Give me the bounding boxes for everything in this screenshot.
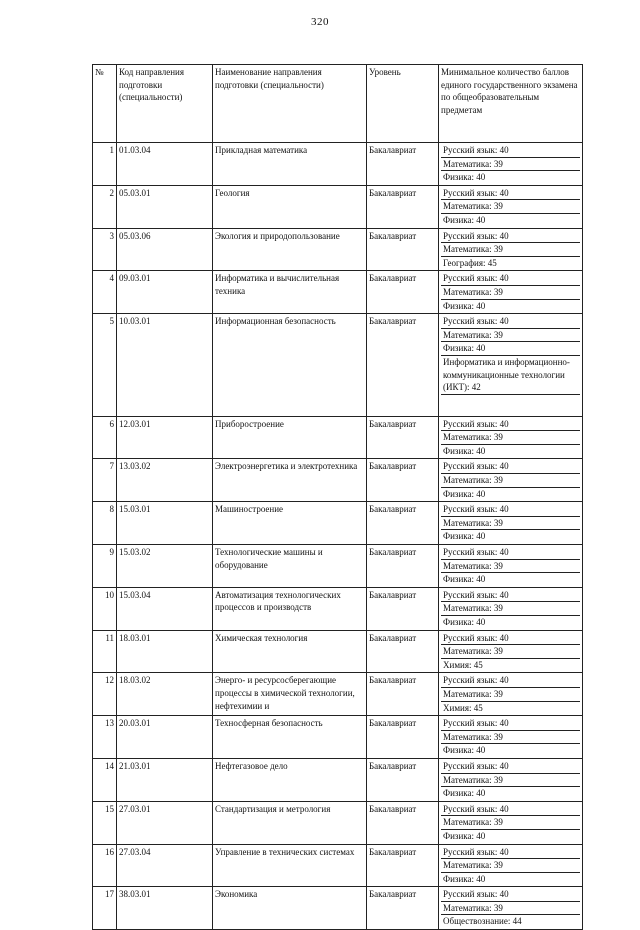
row-name: Стандартизация и метрология	[213, 801, 367, 844]
row-name: Химическая технология	[213, 630, 367, 673]
row-scores	[439, 630, 583, 673]
score-item: Математика: 39	[441, 474, 580, 488]
row-scores	[439, 844, 583, 887]
score-item: Русский язык: 40	[441, 546, 580, 560]
table-row	[93, 271, 583, 314]
score-item: География: 45	[443, 257, 497, 268]
row-name: Техносферная безопасность	[213, 716, 367, 759]
row-name: Энерго- и ресурсосберегающие процессы в химической технологии, нефтехимии и	[213, 673, 367, 716]
row-name: Машиностроение	[213, 502, 367, 545]
score-item: Русский язык: 40	[441, 674, 580, 688]
score-item: Математика: 39	[441, 243, 580, 257]
score-item: Русский язык: 40	[441, 888, 580, 902]
score-item: Математика: 39	[441, 859, 580, 873]
table-row	[93, 844, 583, 887]
row-code: 09.03.01	[117, 271, 213, 314]
header-scores: Минимальное количество баллов единого государственного экзамена по общеобразовательным предметам	[439, 65, 583, 143]
score-item: Физика: 40	[443, 617, 486, 627]
table-row	[93, 185, 583, 228]
row-scores	[439, 758, 583, 801]
score-item: Русский язык: 40	[441, 144, 580, 158]
table-row	[93, 416, 583, 459]
row-name: Прикладная математика	[213, 143, 367, 186]
row-scores	[439, 673, 583, 716]
table-header-row	[93, 65, 583, 143]
score-item: Физика: 40	[443, 445, 486, 456]
header-num: №	[93, 65, 117, 143]
row-scores	[439, 271, 583, 314]
row-number: 6	[93, 416, 117, 459]
score-item: Математика: 39	[441, 688, 580, 702]
row-level: Бакалавриат	[367, 185, 439, 228]
row-scores	[439, 228, 583, 271]
score-item: Обществознание: 44	[443, 916, 522, 927]
row-code: 15.03.01	[117, 502, 213, 545]
row-level: Бакалавриат	[367, 716, 439, 759]
score-item: Русский язык: 40	[441, 272, 580, 286]
row-name: Экология и природопользование	[213, 228, 367, 271]
score-item: Физика: 40	[443, 300, 486, 311]
table-row	[93, 502, 583, 545]
row-level: Бакалавриат	[367, 271, 439, 314]
row-name: Экономика	[213, 887, 367, 930]
score-item: Русский язык: 40	[441, 589, 580, 603]
score-item: Русский язык: 40	[441, 460, 580, 474]
row-scores	[439, 416, 583, 459]
table-row	[93, 545, 583, 588]
row-scores	[439, 314, 583, 417]
score-item: Физика: 40	[443, 172, 486, 183]
row-code: 15.03.04	[117, 587, 213, 630]
row-code: 27.03.04	[117, 844, 213, 887]
row-code: 38.03.01	[117, 887, 213, 930]
table-row	[93, 716, 583, 759]
row-number: 2	[93, 185, 117, 228]
row-number: 16	[93, 844, 117, 887]
row-code: 01.03.04	[117, 143, 213, 186]
score-item: Русский язык: 40	[441, 418, 580, 432]
row-code: 10.03.01	[117, 314, 213, 417]
score-item: Физика: 40	[443, 488, 486, 499]
row-name: Геология	[213, 185, 367, 228]
score-item: Русский язык: 40	[441, 503, 580, 517]
table-row	[93, 587, 583, 630]
row-level: Бакалавриат	[367, 673, 439, 716]
score-item: Физика: 40	[443, 531, 486, 542]
score-spacer	[441, 395, 580, 415]
row-scores	[439, 716, 583, 759]
row-code: 20.03.01	[117, 716, 213, 759]
score-item: Русский язык: 40	[441, 846, 580, 860]
row-level: Бакалавриат	[367, 416, 439, 459]
row-level: Бакалавриат	[367, 758, 439, 801]
score-item: Химия: 45	[443, 659, 483, 670]
page-number: 320	[311, 16, 329, 28]
score-item: Русский язык: 40	[441, 760, 580, 774]
row-number: 9	[93, 545, 117, 588]
row-scores	[439, 185, 583, 228]
row-code: 13.03.02	[117, 459, 213, 502]
table-row	[93, 314, 583, 417]
row-number: 13	[93, 716, 117, 759]
row-number: 15	[93, 801, 117, 844]
score-item: Информатика и информационно-коммуникационные технологии (ИКТ): 42	[441, 356, 580, 395]
score-item: Русский язык: 40	[441, 230, 580, 244]
score-item: Математика: 39	[441, 517, 580, 531]
score-item: Русский язык: 40	[441, 187, 580, 201]
score-item: Математика: 39	[441, 774, 580, 788]
row-name: Автоматизация технологических процессов и производств	[213, 587, 367, 630]
score-item: Химия: 45	[443, 702, 483, 713]
row-number: 11	[93, 630, 117, 673]
row-level: Бакалавриат	[367, 844, 439, 887]
row-level: Бакалавриат	[367, 314, 439, 417]
row-number: 12	[93, 673, 117, 716]
score-item: Математика: 39	[441, 158, 580, 172]
row-scores	[439, 502, 583, 545]
row-scores	[439, 459, 583, 502]
row-code: 18.03.02	[117, 673, 213, 716]
row-code: 27.03.01	[117, 801, 213, 844]
row-number: 4	[93, 271, 117, 314]
row-code: 21.03.01	[117, 758, 213, 801]
header-name: Наименование направления подготовки (специальности)	[213, 65, 367, 143]
row-code: 05.03.06	[117, 228, 213, 271]
score-item: Математика: 39	[441, 560, 580, 574]
row-level: Бакалавриат	[367, 587, 439, 630]
row-number: 3	[93, 228, 117, 271]
row-code: 15.03.02	[117, 545, 213, 588]
row-level: Бакалавриат	[367, 630, 439, 673]
row-name: Информационная безопасность	[213, 314, 367, 417]
row-scores	[439, 143, 583, 186]
row-name: Нефтегазовое дело	[213, 758, 367, 801]
row-scores	[439, 801, 583, 844]
row-code: 05.03.01	[117, 185, 213, 228]
row-name: Информатика и вычислительная техника	[213, 271, 367, 314]
row-level: Бакалавриат	[367, 459, 439, 502]
row-level: Бакалавриат	[367, 502, 439, 545]
row-number: 14	[93, 758, 117, 801]
table-row	[93, 673, 583, 716]
score-item: Физика: 40	[443, 745, 486, 756]
row-level: Бакалавриат	[367, 545, 439, 588]
row-scores	[439, 587, 583, 630]
row-level: Бакалавриат	[367, 801, 439, 844]
row-number: 8	[93, 502, 117, 545]
row-scores	[439, 545, 583, 588]
score-item: Физика: 40	[441, 342, 580, 356]
score-item: Математика: 39	[441, 602, 580, 616]
score-item: Математика: 39	[441, 645, 580, 659]
admission-scores-table	[92, 64, 583, 930]
row-level: Бакалавриат	[367, 887, 439, 930]
table-row	[93, 228, 583, 271]
score-item: Математика: 39	[441, 731, 580, 745]
table-row	[93, 801, 583, 844]
score-item: Физика: 40	[443, 873, 486, 884]
score-item: Математика: 39	[441, 816, 580, 830]
row-code: 12.03.01	[117, 416, 213, 459]
score-item: Русский язык: 40	[441, 717, 580, 731]
row-name: Управление в технических системах	[213, 844, 367, 887]
row-number: 10	[93, 587, 117, 630]
row-number: 5	[93, 314, 117, 417]
row-level: Бакалавриат	[367, 143, 439, 186]
table-row	[93, 758, 583, 801]
score-item: Математика: 39	[441, 902, 580, 916]
row-level: Бакалавриат	[367, 228, 439, 271]
table-body	[93, 143, 583, 930]
score-item: Русский язык: 40	[441, 632, 580, 646]
score-item: Физика: 40	[443, 214, 486, 225]
header-code: Код направления подготовки (специальности)	[117, 65, 213, 143]
row-name: Приборостроение	[213, 416, 367, 459]
score-item: Физика: 40	[443, 788, 486, 799]
row-name: Технологические машины и оборудование	[213, 545, 367, 588]
row-number: 1	[93, 143, 117, 186]
score-item: Русский язык: 40	[441, 315, 580, 329]
score-item: Математика: 39	[441, 200, 580, 214]
score-item: Математика: 39	[441, 329, 580, 343]
header-level: Уровень	[367, 65, 439, 143]
score-item: Русский язык: 40	[441, 803, 580, 817]
row-scores	[439, 887, 583, 930]
row-name: Электроэнергетика и электротехника	[213, 459, 367, 502]
score-item: Математика: 39	[441, 431, 580, 445]
score-item: Физика: 40	[443, 574, 486, 585]
table-row	[93, 143, 583, 186]
score-item: Математика: 39	[441, 286, 580, 300]
table-row	[93, 459, 583, 502]
row-number: 7	[93, 459, 117, 502]
score-item: Физика: 40	[443, 830, 486, 841]
row-number: 17	[93, 887, 117, 930]
table-row	[93, 630, 583, 673]
table-row	[93, 887, 583, 930]
row-code: 18.03.01	[117, 630, 213, 673]
